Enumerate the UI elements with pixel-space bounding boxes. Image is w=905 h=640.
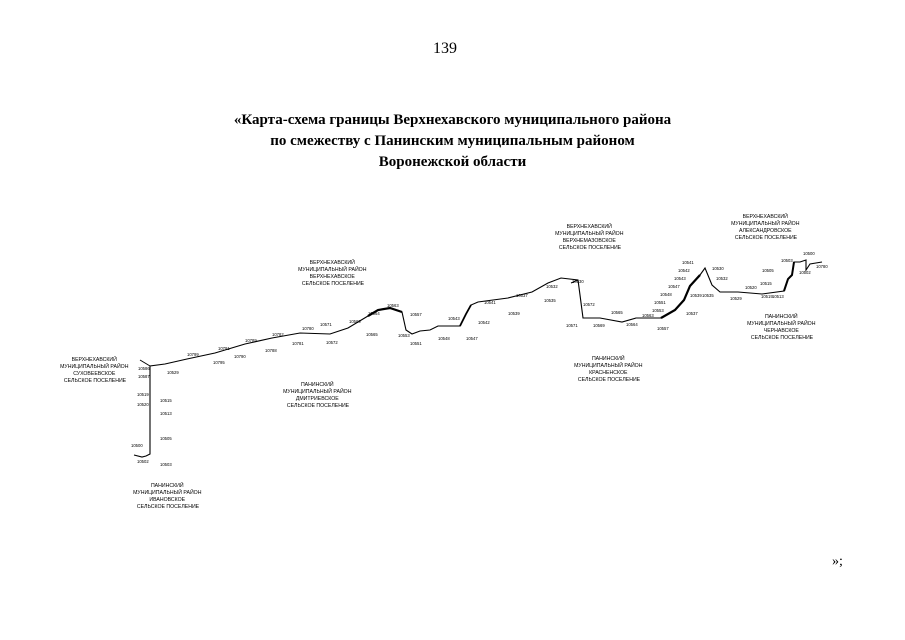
point-label: 10782 [272, 332, 284, 337]
point-label: 10529 [730, 296, 742, 301]
point-label: 10505 [762, 268, 774, 273]
point-label: 10543 [448, 316, 460, 321]
point-label: 10530 [572, 279, 584, 284]
point-label: 10553 [652, 308, 664, 313]
point-label: 10551 [410, 341, 422, 346]
point-label: 10569 [349, 319, 361, 324]
point-label: 10535 [544, 298, 556, 303]
point-label: 10548 [438, 336, 450, 341]
point-label: 10542 [478, 320, 490, 325]
point-label: 10520 [137, 402, 149, 407]
point-label: 10565 [611, 310, 623, 315]
point-label: 10799 [187, 352, 199, 357]
point-label: 10500 [131, 443, 143, 448]
point-label: 10532 [716, 276, 728, 281]
area-label-verkhnekhav: ВЕРХНЕХАВСКИЙ МУНИЦИПАЛЬНЫЙ РАЙОН ВЕРХНЕХАВСКОЕ СЕЛЬСКОЕ ПОСЕЛЕНИЕ [298, 260, 367, 287]
point-label: 10519 [137, 392, 149, 397]
point-label: 10557 [657, 326, 669, 331]
point-label: 10586 [138, 366, 150, 371]
point-label: 10572 [326, 340, 338, 345]
point-label: 10547 [668, 284, 680, 289]
point-label: 10503 [781, 258, 793, 263]
point-label: 10547 [466, 336, 478, 341]
point-label: 10789 [245, 338, 257, 343]
point-label: 10515 [160, 398, 172, 403]
point-label: 10513 [772, 294, 784, 299]
point-label: 10520 [745, 285, 757, 290]
point-label: 10505 [160, 436, 172, 441]
point-label: 10541 [682, 260, 694, 265]
title-line-1: «Карта-схема границы Верхнехавского муниципального района [233, 112, 672, 128]
page-number: 139 [433, 40, 457, 57]
point-label: 10500 [803, 251, 815, 256]
point-label: 10535 [702, 293, 714, 298]
point-label: 10563 [387, 303, 399, 308]
point-label: 10503 [160, 462, 172, 467]
point-label: 10553 [398, 333, 410, 338]
area-label-sukhovey: ВЕРХНЕХАВСКИЙ МУНИЦИПАЛЬНЫЙ РАЙОН СУХОВЕЕВСКОЕ СЕЛЬСКОЕ ПОСЕЛЕНИЕ [60, 357, 129, 384]
point-label: 10539 [508, 311, 520, 316]
area-label-verkhnemaz: ВЕРХНЕХАВСКИЙ МУНИЦИПАЛЬНЫЙ РАЙОН ВЕРХНЕМАЗОВСКОЕ СЕЛЬСКОЕ ПОСЕЛЕНИЕ [555, 224, 624, 251]
point-label: 10780 [302, 326, 314, 331]
point-label: 10565 [366, 332, 378, 337]
area-label-chernavskoe: ПАНИНСКИЙ МУНИЦИПАЛЬНЫЙ РАЙОН ЧЕРНАВСКОЕ СЕЛЬСКОЕ ПОСЕЛЕНИЕ [747, 314, 816, 341]
point-label: 10571 [320, 322, 332, 327]
area-label-dmitrievka: ПАНИНСКИЙ МУНИЦИПАЛЬНЫЙ РАЙОН ДМИТРИЕВСКОЕ СЕЛЬСКОЕ ПОСЕЛЕНИЕ [283, 382, 352, 409]
point-label: 10780 [816, 264, 828, 269]
point-label: 10781 [292, 341, 304, 346]
point-label: 10571 [566, 323, 578, 328]
point-label: 10532 [546, 284, 558, 289]
point-label: 10564 [626, 322, 638, 327]
point-label: 10515 [760, 281, 772, 286]
point-label: 10790 [234, 354, 246, 359]
point-label: 10791 [218, 346, 230, 351]
point-label: 10548 [660, 292, 672, 297]
point-label: 10539 [690, 293, 702, 298]
area-label-ivanovka: ПАНИНСКИЙ МУНИЦИПАЛЬНЫЙ РАЙОН ИВАНОВСКОЕ СЕЛЬСКОЕ ПОСЕЛЕНИЕ [133, 483, 202, 510]
point-label: 10502 [137, 459, 149, 464]
point-label: 10529 [167, 370, 179, 375]
point-label: 10563 [642, 313, 654, 318]
point-labels [131, 251, 828, 467]
title-line-3: Воронежской области [378, 154, 527, 170]
boundary-highlight-3 [784, 262, 794, 291]
point-label: 10541 [484, 300, 496, 305]
point-label: 10569 [593, 323, 605, 328]
point-label: 10537 [686, 311, 698, 316]
point-label: 10542 [678, 268, 690, 273]
point-label: 10564 [368, 311, 380, 316]
point-label: 10537 [516, 293, 528, 298]
point-label: 10572 [583, 302, 595, 307]
point-label: 10795 [213, 360, 225, 365]
boundary-highlight-4 [460, 305, 471, 326]
point-label: 10587 [138, 374, 150, 379]
point-label: 10530 [712, 266, 724, 271]
point-label: 10557 [410, 312, 422, 317]
point-label: 10543 [674, 276, 686, 281]
area-label-krasnenskoe: ПАНИНСКИЙ МУНИЦИПАЛЬНЫЙ РАЙОН КРАСНЕНСКОЕ СЕЛЬСКОЕ ПОСЕЛЕНИЕ [574, 356, 643, 383]
closing-mark: »; [832, 554, 843, 569]
point-label: 10502 [799, 270, 811, 275]
title-line-2: по смежеству с Панинским муниципальным районом [270, 133, 635, 149]
point-label: 10513 [160, 411, 172, 416]
point-label: 10551 [654, 300, 666, 305]
point-label: 10519 [761, 294, 773, 299]
area-label-alexandrovskoe: ВЕРХНЕХАВСКИЙ МУНИЦИПАЛЬНЫЙ РАЙОН АЛЕКСАНДРОВСКОЕ СЕЛЬСКОЕ ПОСЕЛЕНИЕ [731, 214, 800, 241]
point-label: 10788 [265, 348, 277, 353]
